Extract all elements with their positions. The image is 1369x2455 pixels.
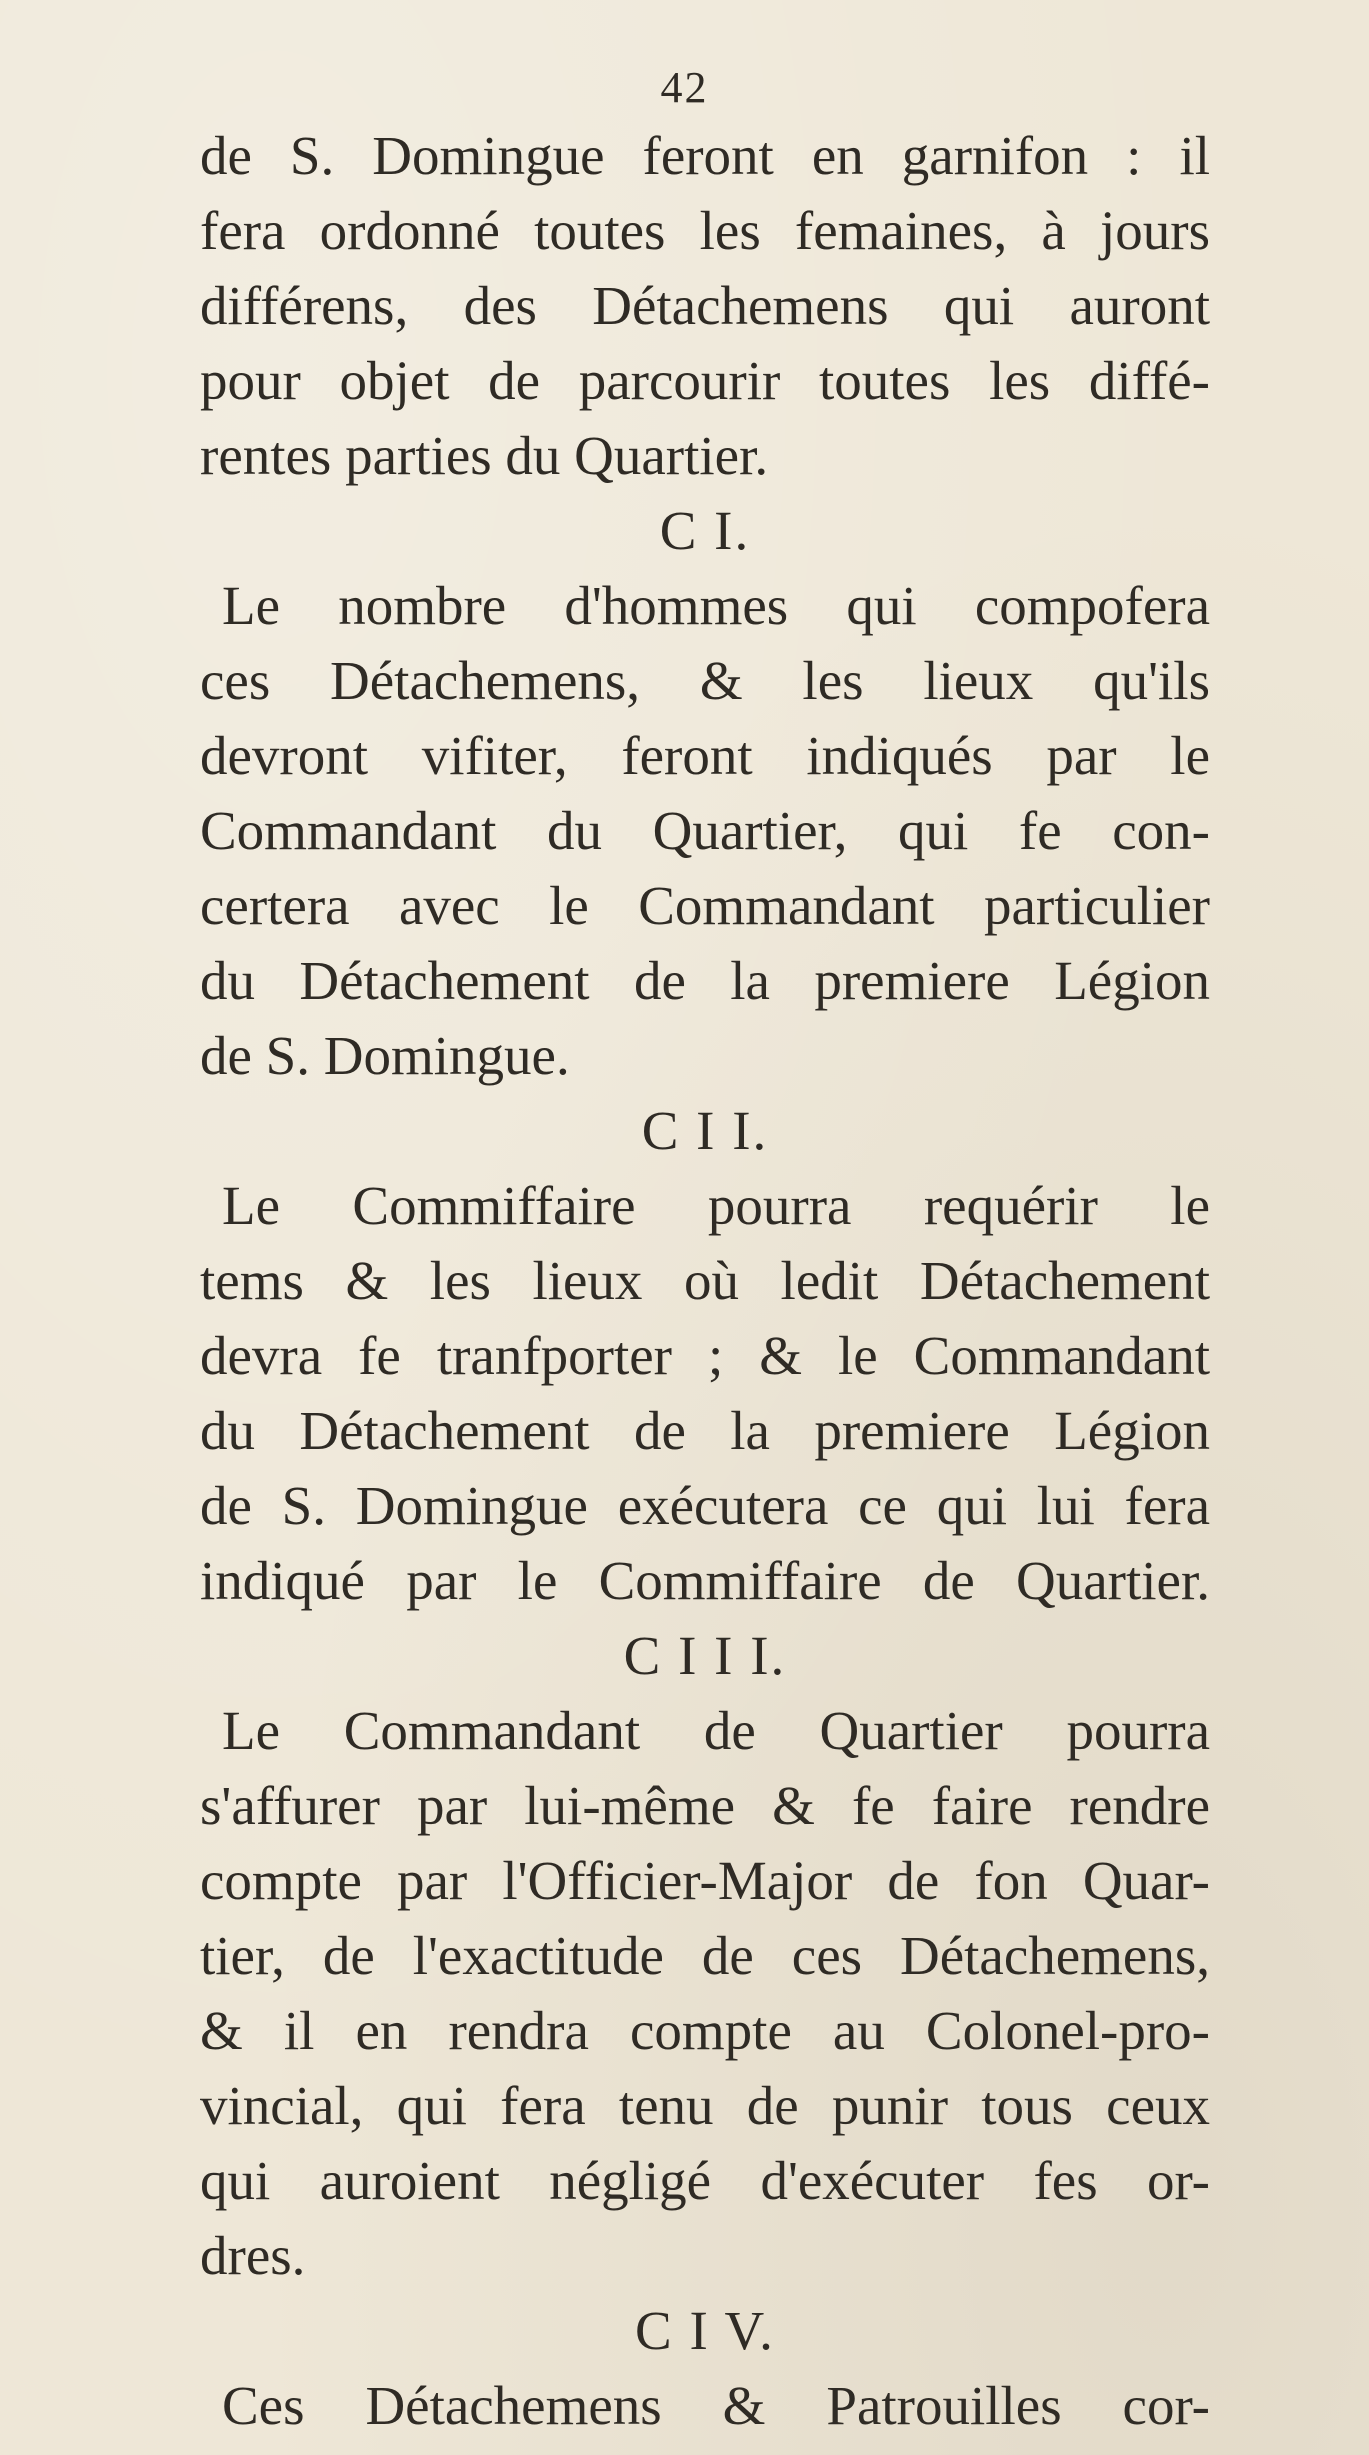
- text-line: fera ordonné toutes les femaines, à jours: [200, 200, 1210, 261]
- text-line: Commandant du Quartier, qui fe con-: [200, 800, 1210, 861]
- text-block: [200, 118, 1210, 2443]
- text-line: du Détachement de la premiere Légion: [200, 950, 1210, 1011]
- text-line: certera avec le Commandant particulier: [200, 875, 1210, 936]
- text-line: de S. Domingue.: [200, 1025, 570, 1086]
- text-line: Ces Détachemens & Patrouilles cor-: [222, 2375, 1210, 2436]
- text-line: devra fe tranfporter ; & le Commandant: [200, 1325, 1210, 1386]
- text-line: vincial, qui fera tenu de punir tous ceux: [200, 2075, 1210, 2136]
- text-line: rentes parties du Quartier.: [200, 425, 769, 486]
- text-line: tems & les lieux où ledit Détachement: [200, 1250, 1210, 1311]
- text-line: compte par l'Officier-Major de fon Quar-: [200, 1850, 1210, 1911]
- text-line: qui auroient négligé d'exécuter fes or-: [200, 2150, 1210, 2211]
- page-number: 42: [660, 63, 709, 112]
- text-line: Le nombre d'hommes qui compofera: [222, 575, 1210, 636]
- article-heading: C I.: [659, 500, 751, 561]
- text-line: différens, des Détachemens qui auront: [200, 275, 1210, 336]
- text-line: du Détachement de la premiere Légion: [200, 1400, 1210, 1461]
- text-line: de S. Domingue exécutera ce qui lui fera: [200, 1475, 1210, 1536]
- text-line: Le Commandant de Quartier pourra: [222, 1700, 1210, 1761]
- text-line: Le Commiffaire pourra requérir le: [222, 1175, 1210, 1236]
- article-heading: C I V.: [635, 2300, 775, 2361]
- text-line: & il en rendra compte au Colonel-pro-: [200, 2000, 1210, 2061]
- text-line: tier, de l'exactitude de ces Détachemens,: [200, 1925, 1210, 1986]
- text-line: de S. Domingue feront en garnifon : il: [200, 125, 1210, 186]
- text-line: dres.: [200, 2225, 306, 2286]
- text-line: ces Détachemens, & les lieux qu'ils: [200, 650, 1210, 711]
- article-heading: C I I I.: [623, 1625, 787, 1686]
- text-line: pour objet de parcourir toutes les diffé-: [200, 350, 1210, 411]
- text-line: s'affurer par lui-même & fe faire rendre: [200, 1775, 1210, 1836]
- text-line: devront vifiter, feront indiqués par le: [200, 725, 1210, 786]
- text-line: indiqué par le Commiffaire de Quartier.: [200, 1550, 1210, 1611]
- article-heading: C I I.: [641, 1100, 769, 1161]
